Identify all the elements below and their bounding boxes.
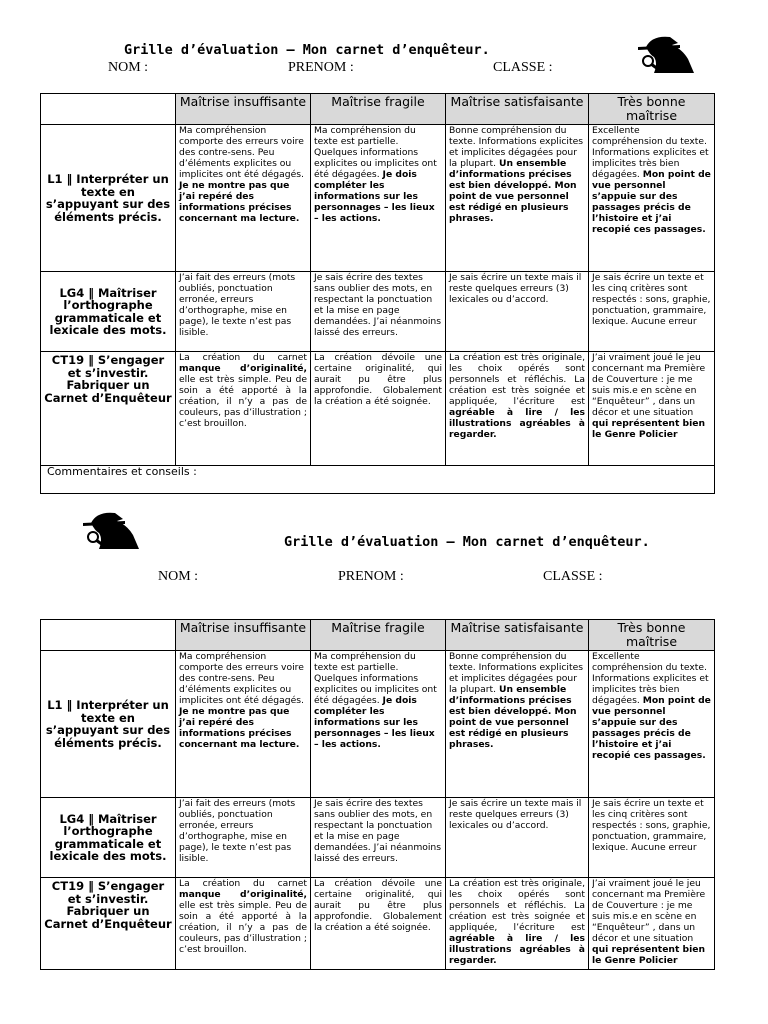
cell-text: Ma compréhension du texte est partielle. Quelques informations explicites ou implicites ont été dégagées. [314, 125, 437, 180]
emphasis-text: Un ensemble d’informations précises est bien développé. Mon point de vue personnel est rédigé en plusieurs phrases. [449, 684, 577, 750]
cell-l1-satisfaisante [446, 125, 589, 272]
cell-lg4-tres-bonne [589, 798, 715, 878]
emphasis-text: agréable à lire / les illustrations agréables à regarder. [449, 407, 585, 440]
cell-text: La création est très originale, les choix opérés sont personnels et réfléchis. La création est très soignée et appliquée, l’écriture est [449, 352, 585, 407]
emphasis-text: qui représentent bien le Genre Policier [592, 418, 706, 440]
cell-text: Excellente compréhension du texte. Informations explicites et implicites très bien dégagées. [592, 651, 709, 706]
comments-label: Commentaires et conseils : [47, 465, 197, 478]
header-fragile: Maîtrise fragile [311, 94, 446, 125]
nom-label: NOM : [108, 60, 149, 75]
cell-ct19-insuffisante [176, 878, 311, 970]
cell-ct19-satisfaisante [446, 352, 589, 466]
header-satisfaisante: Maîtrise satisfaisante [446, 94, 589, 125]
student-id-line-copy [0, 569, 768, 587]
cell-lg4-insuffisante [176, 798, 311, 878]
header-insuffisante: Maîtrise insuffisante [176, 620, 311, 651]
cell-text: La création dévoile une certaine originalité, qui aurait pu être plus approfondie. Globalement la création a été soignée. [314, 878, 442, 933]
header-empty-cell [41, 620, 176, 651]
header-insuffisante: Maîtrise insuffisante [176, 94, 311, 125]
cell-text: Je sais écrire un texte mais il reste quelques erreurs (3) lexicales ou d’accord. [449, 798, 582, 831]
emphasis-text: Mon point de vue personnel s’appuie sur des passages précis de l’histoire et j’ai recopié ces passages. [592, 169, 711, 235]
evaluation-grid-1 [40, 93, 715, 494]
emphasis-text: manque d’originalité, [179, 889, 307, 900]
header-tres-bonne: Très bonne maîtrise [589, 94, 715, 125]
nom-label: NOM : [158, 569, 199, 584]
cell-text: elle est très simple. Peu de soin a été apporté à la création, il n’y a pas de couleurs, pas d’illustration ; c’est brouillon. [179, 900, 307, 955]
header-fragile: Maîtrise fragile [311, 620, 446, 651]
cell-text: Ma compréhension comporte des erreurs voire des contre-sens. Peu d’éléments explicites ou implicites ont été dégagés. [179, 125, 304, 180]
cell-ct19-tres-bonne [589, 352, 715, 466]
cell-text: Bonne compréhension du texte. Informations explicites et implicites dégagées pour la plupart. [449, 651, 584, 695]
cell-text: Je sais écrire des textes sans oublier des mots, en respectant la ponctuation et la mise en page demandées. J’ai néanmoins laissé des erreurs. [314, 272, 442, 338]
detective-silhouette-icon [632, 33, 698, 73]
prenom-label: PRENOM : [338, 569, 404, 584]
cell-text: La création dévoile une certaine originalité, qui aurait pu être plus approfondie. Globalement la création a été soignée. [314, 352, 442, 407]
cell-l1-tres-bonne [589, 125, 715, 272]
emphasis-text: Un ensemble d’informations précises est bien développé. Mon point de vue personnel est rédigé en plusieurs phrases. [449, 158, 577, 224]
comments-box[interactable] [41, 466, 715, 494]
skill-lg4: LG4 ‖ Maîtriser l’orthographe grammaticale et lexicale des mots. [41, 798, 176, 878]
cell-text: Excellente compréhension du texte. Informations explicites et implicites très bien dégagées. [592, 125, 709, 180]
emphasis-text: manque d’originalité, [179, 363, 307, 374]
emphasis-text: Je ne montre pas que j’ai repéré des informations précises concernant ma lecture. [179, 180, 300, 224]
evaluation-grid-2 [40, 619, 715, 970]
cell-l1-fragile [311, 125, 446, 272]
header-satisfaisante: Maîtrise satisfaisante [446, 620, 589, 651]
header-tres-bonne: Très bonne maîtrise [589, 620, 715, 651]
emphasis-text: Je dois compléter les informations sur les personnages – les lieux – les actions. [314, 695, 435, 750]
emphasis-text: agréable à lire / les illustrations agréables à regarder. [449, 933, 585, 966]
emphasis-text: Je ne montre pas que j’ai repéré des informations précises concernant ma lecture. [179, 706, 300, 750]
emphasis-text: qui représentent bien le Genre Policier [592, 944, 706, 966]
classe-label: CLASSE : [493, 60, 553, 75]
skill-l1: L1 ‖ Interpréter un texte en s’appuyant sur des éléments précis. [41, 125, 176, 272]
page-title-copy: Grille d’évaluation – Mon carnet d’enquêteur. [284, 534, 650, 550]
cell-ct19-tres-bonne [589, 878, 715, 970]
cell-ct19-insuffisante [176, 352, 311, 466]
emphasis-text: Mon point de vue personnel s’appuie sur des passages précis de l’histoire et j’ai recopié ces passages. [592, 695, 711, 761]
cell-l1-satisfaisante [446, 651, 589, 798]
cell-ct19-fragile [311, 878, 446, 970]
cell-text: J’ai vraiment joué le jeu concernant ma Première de Couverture : je me suis mis.e en scène en “Enquêteur” , dans un décor et une situation [592, 352, 706, 418]
cell-text: J’ai fait des erreurs (mots oubliés, ponctuation erronée, erreurs d’orthographe, mise en page), le texte n’est pas lisible. [179, 272, 296, 338]
skill-lg4: LG4 ‖ Maîtriser l’orthographe grammaticale et lexicale des mots. [41, 272, 176, 352]
skill-ct19: CT19 ‖ S’engager et s’investir. Fabriquer un Carnet d’Enquêteur [41, 878, 176, 970]
cell-lg4-satisfaisante [446, 798, 589, 878]
cell-l1-fragile [311, 651, 446, 798]
detective-silhouette-icon [77, 509, 143, 549]
classe-label: CLASSE : [543, 569, 603, 584]
header-empty-cell [41, 94, 176, 125]
cell-text: Je sais écrire un texte et les cinq critères sont respectés : sons, graphie, ponctuation, grammaire, lexique. Aucune erreur [592, 798, 711, 853]
cell-ct19-fragile [311, 352, 446, 466]
cell-text: Je sais écrire un texte et les cinq critères sont respectés : sons, graphie, ponctuation, grammaire, lexique. Aucune erreur [592, 272, 711, 327]
cell-text: La création est très originale, les choix opérés sont personnels et réfléchis. La création est très soignée et appliquée, l’écriture est [449, 878, 585, 933]
cell-text: elle est très simple. Peu de soin a été apporté à la création, il n’y a pas de couleurs, pas d’illustration ; c’est brouillon. [179, 374, 307, 429]
cell-l1-insuffisante [176, 651, 311, 798]
cell-l1-insuffisante [176, 125, 311, 272]
cell-lg4-tres-bonne [589, 272, 715, 352]
cell-lg4-fragile [311, 272, 446, 352]
prenom-label: PRENOM : [288, 60, 354, 75]
emphasis-text: Je dois compléter les informations sur les personnages – les lieux – les actions. [314, 169, 435, 224]
cell-text: Ma compréhension comporte des erreurs voire des contre-sens. Peu d’éléments explicites ou implicites ont été dégagés. [179, 651, 304, 706]
cell-text: La création du carnet [179, 878, 307, 889]
skill-ct19: CT19 ‖ S’engager et s’investir. Fabriquer un Carnet d’Enquêteur [41, 352, 176, 466]
cell-text: Je sais écrire un texte mais il reste quelques erreurs (3) lexicales ou d’accord. [449, 272, 582, 305]
page-title: Grille d’évaluation – Mon carnet d’enquêteur. [124, 42, 490, 58]
cell-ct19-satisfaisante [446, 878, 589, 970]
cell-text: Ma compréhension du texte est partielle. Quelques informations explicites ou implicites ont été dégagées. [314, 651, 437, 706]
cell-lg4-fragile [311, 798, 446, 878]
cell-lg4-satisfaisante [446, 272, 589, 352]
skill-l1: L1 ‖ Interpréter un texte en s’appuyant sur des éléments précis. [41, 651, 176, 798]
cell-text: J’ai fait des erreurs (mots oubliés, ponctuation erronée, erreurs d’orthographe, mise en page), le texte n’est pas lisible. [179, 798, 296, 864]
cell-text: Bonne compréhension du texte. Informations explicites et implicites dégagées pour la plupart. [449, 125, 584, 169]
cell-l1-tres-bonne [589, 651, 715, 798]
cell-text: J’ai vraiment joué le jeu concernant ma Première de Couverture : je me suis mis.e en scène en “Enquêteur” , dans un décor et une situation [592, 878, 706, 944]
cell-lg4-insuffisante [176, 272, 311, 352]
cell-text: Je sais écrire des textes sans oublier des mots, en respectant la ponctuation et la mise en page demandées. J’ai néanmoins laissé des erreurs. [314, 798, 442, 864]
cell-text: La création du carnet [179, 352, 307, 363]
